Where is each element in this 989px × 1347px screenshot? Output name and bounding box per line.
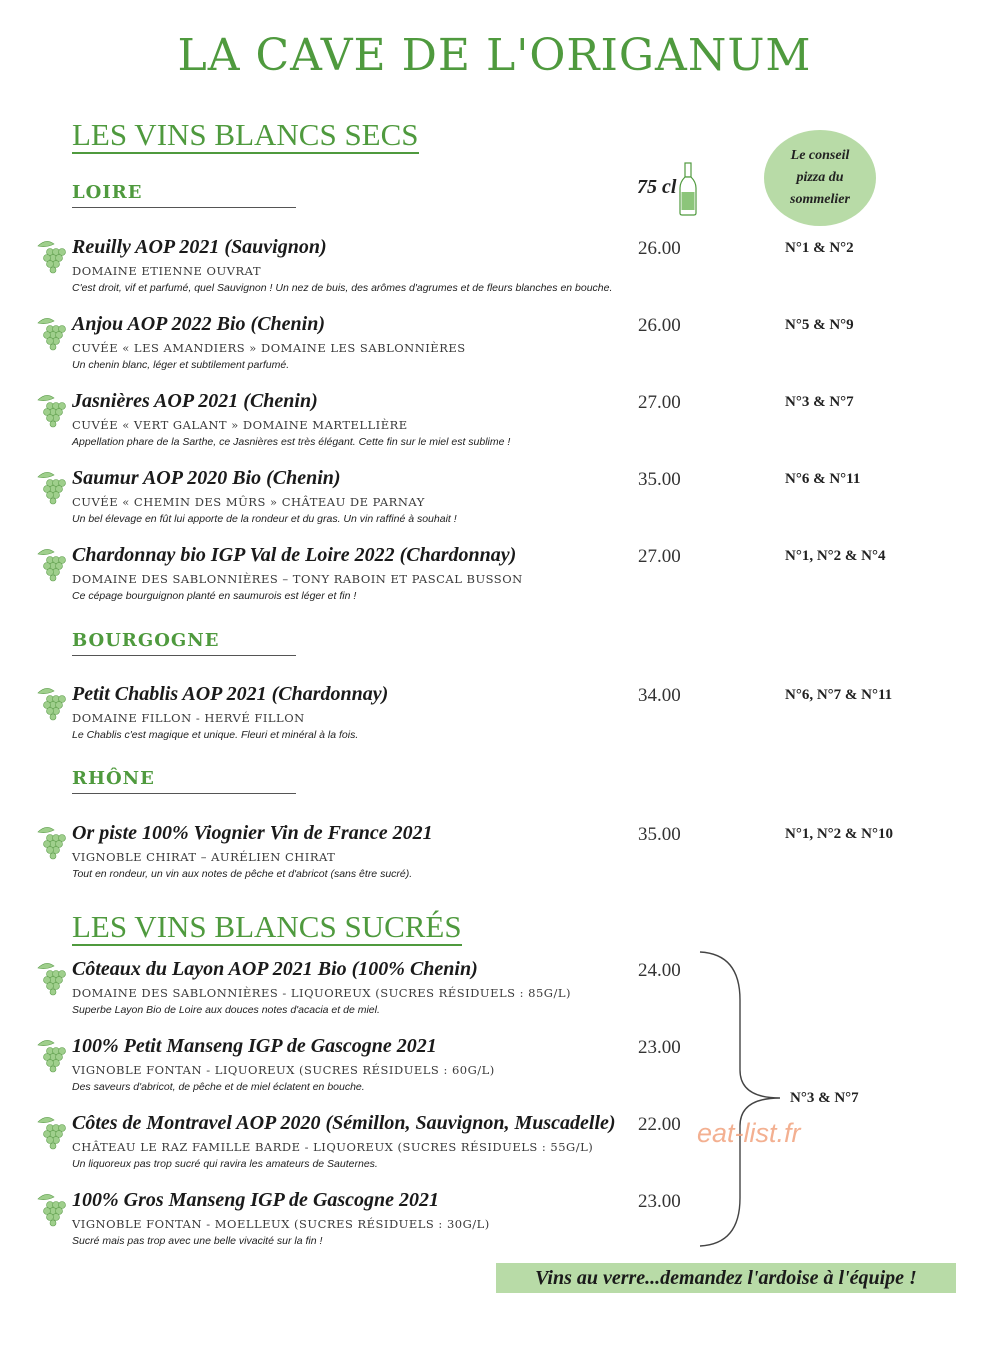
wine-name: Anjou AOP 2022 Bio (Chenin)	[72, 313, 326, 335]
watermark: eat-list.fr	[697, 1118, 801, 1148]
wine-name: Chardonnay bio IGP Val de Loire 2022 (Chardonnay)	[72, 544, 517, 566]
wine-item	[36, 683, 936, 753]
wine-item	[36, 313, 936, 383]
grape-icon	[36, 960, 68, 996]
region-loire: LOIRE	[72, 182, 296, 208]
wine-price: 27.00	[638, 546, 681, 567]
wine-description: Un bel élevage en fût lui apporte de la rondeur et du gras. Un vin raffiné à souhait !	[72, 513, 457, 525]
wine-domain: CHÂTEAU LE RAZ FAMILLE BARDE - LIQUOREUX (SUCRES RÉSIDUELS : 55G/L)	[72, 1140, 594, 1154]
wine-price: 22.00	[638, 1114, 681, 1135]
pizza-pairing: N°5 & N°9	[785, 317, 854, 333]
wine-domain: DOMAINE ETIENNE OUVRAT	[72, 264, 261, 278]
wine-name: 100% Petit Manseng IGP de Gascogne 2021	[72, 1035, 437, 1057]
wine-domain: CUVÉE « CHEMIN DES MÛRS » CHÂTEAU DE PARNAY	[72, 495, 425, 509]
wine-price: 27.00	[638, 392, 681, 413]
wine-name: Petit Chablis AOP 2021 (Chardonnay)	[72, 683, 389, 705]
pizza-pairing: N°6 & N°11	[785, 471, 861, 487]
wine-description: C'est droit, vif et parfumé, quel Sauvignon ! Un nez de buis, des arômes d'agrumes et de fleurs blanches en bouche.	[72, 282, 613, 294]
wine-item	[36, 1112, 936, 1182]
grape-icon	[36, 238, 68, 274]
wine-description: Superbe Layon Bio de Loire aux douces notes d'acacia et de miel.	[72, 1004, 380, 1016]
wine-item	[36, 467, 936, 537]
wine-domain: VIGNOBLE FONTAN - LIQUOREUX (SUCRES RÉSIDUELS : 60G/L)	[72, 1063, 495, 1077]
pizza-pairing: N°3 & N°7	[785, 394, 854, 410]
wine-description: Le Chablis c'est magique et unique. Fleuri et minéral à la fois.	[72, 729, 359, 741]
wine-item	[36, 236, 936, 306]
wine-item	[36, 822, 936, 892]
wine-price: 26.00	[638, 238, 681, 259]
wine-description: Un chenin blanc, léger et subtilement parfumé.	[72, 359, 290, 371]
grape-icon	[36, 1191, 68, 1227]
wine-item	[36, 390, 936, 460]
pizza-sommelier-badge: Le conseil pizza du sommelier	[764, 130, 876, 226]
wine-description: Tout en rondeur, un vin aux notes de pêche et d'abricot (sans être sucré).	[72, 868, 413, 880]
section-title-sweet-whites: LES VINS BLANCS SUCRÉS	[72, 909, 462, 944]
menu-title: LA CAVE DE L'ORIGANUM	[177, 30, 812, 81]
wine-name: Or piste 100% Viognier Vin de France 2021	[72, 822, 433, 844]
wine-bottle-icon	[678, 162, 698, 216]
wine-description: Un liquoreux pas trop sucré qui ravira les amateurs de Sauternes.	[72, 1158, 378, 1170]
wine-name: Reuilly AOP 2021 (Sauvignon)	[72, 236, 327, 258]
wine-domain: DOMAINE FILLON - HERVÉ FILLON	[72, 711, 305, 725]
grape-icon	[36, 1114, 68, 1150]
curly-brace-icon	[696, 950, 786, 1250]
wine-item	[36, 1189, 936, 1259]
grape-icon	[36, 315, 68, 351]
wine-name: 100% Gros Manseng IGP de Gascogne 2021	[72, 1189, 440, 1211]
wine-price: 23.00	[638, 1191, 681, 1212]
wine-description: Ce cépage bourguignon planté en saumurois est léger et fin !	[72, 590, 357, 602]
wine-price: 23.00	[638, 1037, 681, 1058]
region-bourgogne: BOURGOGNE	[72, 630, 296, 656]
wine-name: Saumur AOP 2020 Bio (Chenin)	[72, 467, 341, 489]
wine-name: Jasnières AOP 2021 (Chenin)	[72, 390, 318, 412]
pizza-pairing: N°6, N°7 & N°11	[785, 687, 893, 703]
wine-price: 34.00	[638, 685, 681, 706]
grape-icon	[36, 1037, 68, 1073]
wines-by-glass-banner: Vins au verre...demandez l'ardoise à l'équipe !	[496, 1263, 956, 1293]
wine-domain: CUVÉE « VERT GALANT » DOMAINE MARTELLIÈRE	[72, 418, 408, 432]
pizza-pairing: N°1 & N°2	[785, 240, 854, 256]
wine-domain: DOMAINE DES SABLONNIÈRES – TONY RABOIN ET PASCAL BUSSON	[72, 572, 523, 586]
bottle-size-header: 75 cl	[637, 176, 677, 198]
pizza-pairing: N°1, N°2 & N°4	[785, 548, 886, 564]
wine-description: Des saveurs d'abricot, de pêche et de miel éclatent en bouche.	[72, 1081, 365, 1093]
region-rhone: RHÔNE	[72, 768, 296, 794]
wine-name: Côteaux du Layon AOP 2021 Bio (100% Chenin)	[72, 958, 478, 980]
wine-domain: VIGNOBLE CHIRAT – AURÉLIEN CHIRAT	[72, 850, 336, 864]
grape-icon	[36, 824, 68, 860]
wine-domain: DOMAINE DES SABLONNIÈRES - LIQUOREUX (SUCRES RÉSIDUELS : 85G/L)	[72, 986, 571, 1000]
wine-item	[36, 958, 936, 1028]
wine-price: 26.00	[638, 315, 681, 336]
wine-description: Appellation phare de la Sarthe, ce Jasnières est très élégant. Cette fin sur le miel est sublime !	[72, 436, 511, 448]
grape-icon	[36, 469, 68, 505]
wine-domain: CUVÉE « LES AMANDIERS » DOMAINE LES SABLONNIÈRES	[72, 341, 466, 355]
grape-icon	[36, 392, 68, 428]
pizza-pairing: N°1, N°2 & N°10	[785, 826, 893, 842]
wine-name: Côtes de Montravel AOP 2020 (Sémillon, Sauvignon, Muscadelle)	[72, 1112, 616, 1134]
sweet-wines-pizza-pairing: N°3 & N°7	[790, 1090, 859, 1106]
wine-description: Sucré mais pas trop avec une belle vivacité sur la fin !	[72, 1235, 323, 1247]
wine-domain: VIGNOBLE FONTAN - MOELLEUX (SUCRES RÉSIDUELS : 30G/L)	[72, 1217, 490, 1231]
section-title-dry-whites: LES VINS BLANCS SECS	[72, 117, 419, 152]
wine-price: 35.00	[638, 824, 681, 845]
grape-icon	[36, 685, 68, 721]
wine-price: 24.00	[638, 960, 681, 981]
grape-icon	[36, 546, 68, 582]
wine-price: 35.00	[638, 469, 681, 490]
wine-item	[36, 544, 936, 614]
